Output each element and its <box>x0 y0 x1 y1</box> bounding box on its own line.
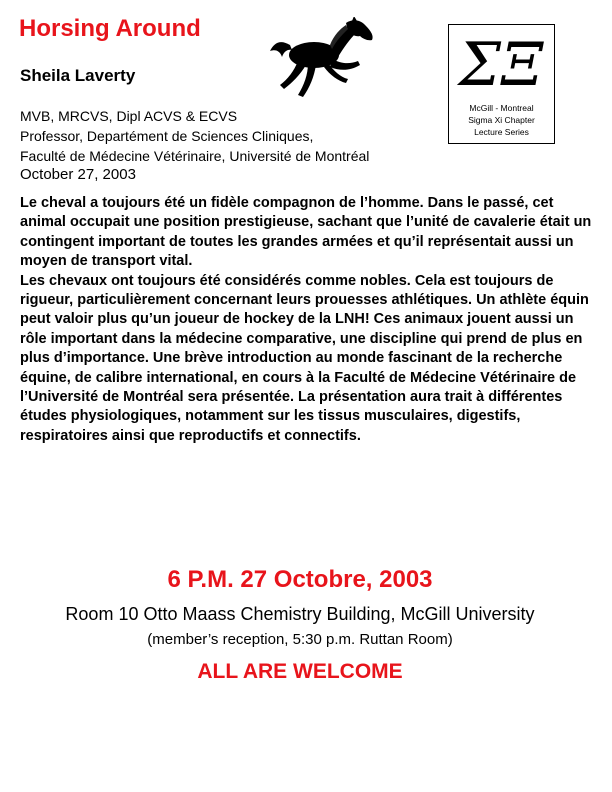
sigma-xi-symbol-icon <box>453 31 550 93</box>
speaker-credentials <box>20 106 369 166</box>
speaker-name: Sheila Laverty <box>20 66 136 85</box>
logo-caption-line: Lecture Series <box>474 127 529 137</box>
event-venue: Room 10 Otto Maass Chemistry Building, McGill University <box>65 604 535 624</box>
galloping-horse-icon <box>268 17 380 99</box>
credential-line: MVB, MRCVS, Dipl ACVS & ECVS <box>20 108 238 124</box>
lecture-date: October 27, 2003 <box>20 166 136 183</box>
member-reception: (member’s reception, 5:30 p.m. Ruttan Room) <box>147 631 453 648</box>
abstract-paragraph: Les chevaux ont toujours été considérés comme nobles. Cela est toujours de rigueur, particulièrement concernant leurs prouesses athlétiques. Un athlète équin peut valoir plus qu’un joueur de hockey de la LNH! Ces animaux jouent aussi un rôle important dans la médecine comparative, une discipline qui prend de plus en plus d’importance. Une brève introduction au monde fascinant de la recherche équine, de calibre international, en cours à la Faculté de Médecine Vétérinaire de l’Université de Montréal sera présentée. La présentation aura trait à différentes études physiologiques, notamment sur les tissus musculaires, digestifs, respiratoires ainsi que reproductifs et connectifs. <box>20 272 589 444</box>
logo-caption-line: Sigma Xi Chapter <box>468 115 535 125</box>
event-time: 6 P.M. 27 Octobre, 2003 <box>167 566 433 593</box>
lecture-abstract <box>20 194 592 446</box>
sigma-xi-logo <box>448 24 555 144</box>
welcome-banner: ALL ARE WELCOME <box>197 660 403 683</box>
page-title: Horsing Around <box>19 15 201 42</box>
abstract-paragraph: Le cheval a toujours été un fidèle compagnon de l’homme. Dans le passé, cet animal occupait une position prestigieuse, sachant que l’unité de cavalerie était un contingent important de toutes les grandes armées et qu’il représentait aussi un moyen de transport vital. <box>20 195 592 270</box>
credential-line: Faculté de Médecine Vétérinaire, Université de Montréal <box>20 148 370 164</box>
logo-symbol: ΣΞ <box>458 31 544 93</box>
credential-line: Professor, Departément de Sciences Cliniques, <box>20 128 314 144</box>
logo-caption <box>449 102 554 138</box>
logo-caption-line: McGill - Montreal <box>469 103 534 113</box>
